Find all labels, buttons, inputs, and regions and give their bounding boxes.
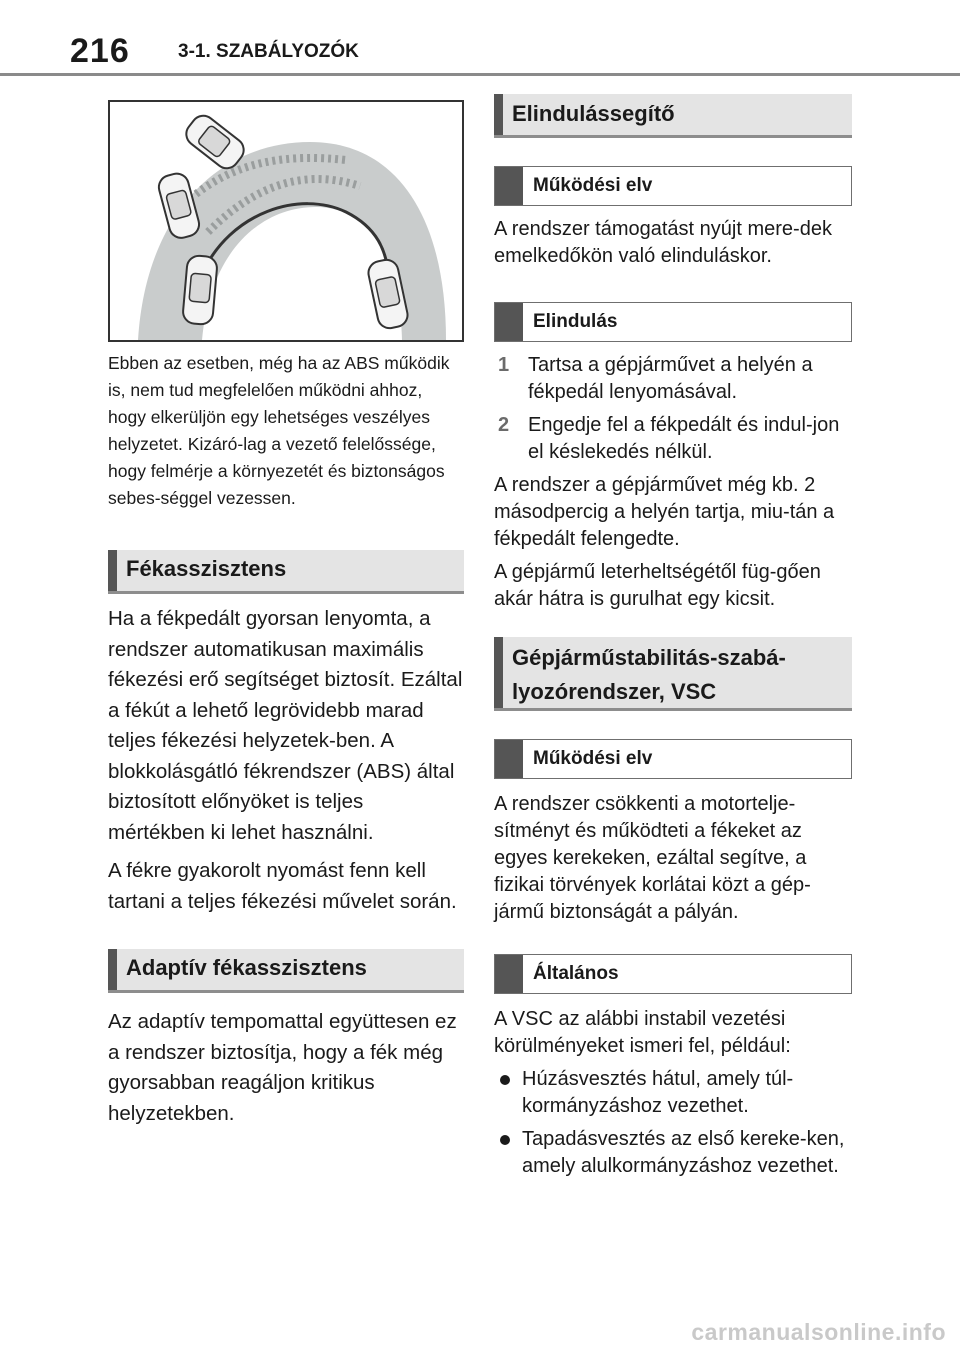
step-text: Tartsa a gépjárművet a helyén a fékpedál lenyomásával. <box>528 354 813 403</box>
subheading-text: Általános <box>533 963 619 984</box>
brake-assist-paragraph-1: Ha a fékpedált gyorsan lenyomta, a rendszer automatikusan maximális fékezési erő segítséget biztosít. Ezáltal a fékút a lehető legrövidebb marad teljes fékezési helyzetek-ben. A blokkolásgátló fékrendszer (ABS) által biztosított előnyöket is teljes mértékben ki lehet használni. <box>108 607 463 844</box>
right-column <box>494 94 852 1180</box>
adaptive-brake-assist-paragraph: Az adaptív tempomattal együttesen ez a rendszer biztosítja, hogy a fék még gyorsabban reagáljon kritikus helyzetekben. <box>108 1010 457 1125</box>
subheading-operating-principle-2 <box>494 739 852 779</box>
vsc-principle-text: A rendszer csökkenti a motortelje-sítményt és működteti a fékeket az egyes kerekeken, ezáltal segítve, a fizikai törvények korlátai közt a gép-jármű biztonságát a pályán. <box>494 793 811 923</box>
subheading-text: Működési elv <box>533 748 653 769</box>
step-number: 2 <box>498 414 510 436</box>
section-heading-text: Elindulássegítő <box>512 101 675 126</box>
cars-on-curve-illustration <box>110 102 462 340</box>
section-heading-text: Adaptív fékasszisztens <box>126 955 367 980</box>
subheading-starting <box>494 302 852 342</box>
watermark: carmanualsonline.info <box>691 1319 946 1345</box>
section-heading-text: Fékasszisztens <box>126 556 287 581</box>
chapter-title: 3-1. SZABÁLYOZÓK <box>178 41 359 62</box>
bullet-text: Húzásvesztés hátul, amely túl-kormányzáshoz vezethet. <box>522 1068 794 1117</box>
bullet-item <box>494 1066 852 1120</box>
step-number: 1 <box>498 354 510 376</box>
step-text: Engedje fel a fékpedált és indul-jon el késlekedés nélkül. <box>528 414 840 463</box>
bullet-dot-icon <box>500 1135 510 1145</box>
subheading-operating-principle-1 <box>494 166 852 206</box>
hold-duration-text: A rendszer a gépjárművet még kb. 2 másodpercig a helyén tartja, miu-tán a fékpedált felengedte. <box>494 474 835 550</box>
rollback-warning-text: A gépjármű leterheltségétől füg-gően akár hátra is gurulhat egy kicsit. <box>494 561 821 610</box>
subheading-text: Működési elv <box>533 175 653 196</box>
section-heading-brake-assist <box>108 550 464 594</box>
bullet-dot-icon <box>500 1075 510 1085</box>
figure-caption: Ebben az esetben, még ha az ABS működik is, nem tud megfelelően működni ahhoz, hogy elkerüljön egy lehetséges veszélyes helyzetet. Kizáró-lag a vezető felelőssége, hogy felmérje a környezetét és biztonságos sebes-séggel vezessen. <box>108 353 450 508</box>
section-heading-adaptive-brake-assist <box>108 949 464 993</box>
subheading-text: Elindulás <box>533 311 618 332</box>
hill-start-principle-text: A rendszer támogatást nyújt mere-dek emelkedőkön való elinduláskor. <box>494 218 832 267</box>
brake-assist-paragraph-2: A fékre gyakorolt nyomást fenn kell tartani a teljes fékezési művelet során. <box>108 859 457 913</box>
step-item <box>494 352 852 406</box>
section-heading-line-1: Gépjárműstabilitás-szabá- <box>512 645 786 670</box>
section-heading-hill-start-assist <box>494 94 852 138</box>
left-column <box>108 100 464 1129</box>
section-heading-vsc <box>494 637 852 711</box>
section-heading-line-2: lyozórendszer, VSC <box>512 679 717 704</box>
page-number: 216 <box>70 32 130 70</box>
bullet-item <box>494 1126 852 1180</box>
vsc-general-intro: A VSC az alábbi instabil vezetési körülményeket ismeri fel, például: <box>494 1008 791 1057</box>
subheading-general <box>494 954 852 994</box>
page-header <box>0 0 960 80</box>
step-item <box>494 412 852 466</box>
header-divider <box>0 73 960 76</box>
road-illustration <box>108 100 464 342</box>
bullet-text: Tapadásvesztés az első kereke-ken, amely alulkormányzáshoz vezethet. <box>522 1128 845 1177</box>
